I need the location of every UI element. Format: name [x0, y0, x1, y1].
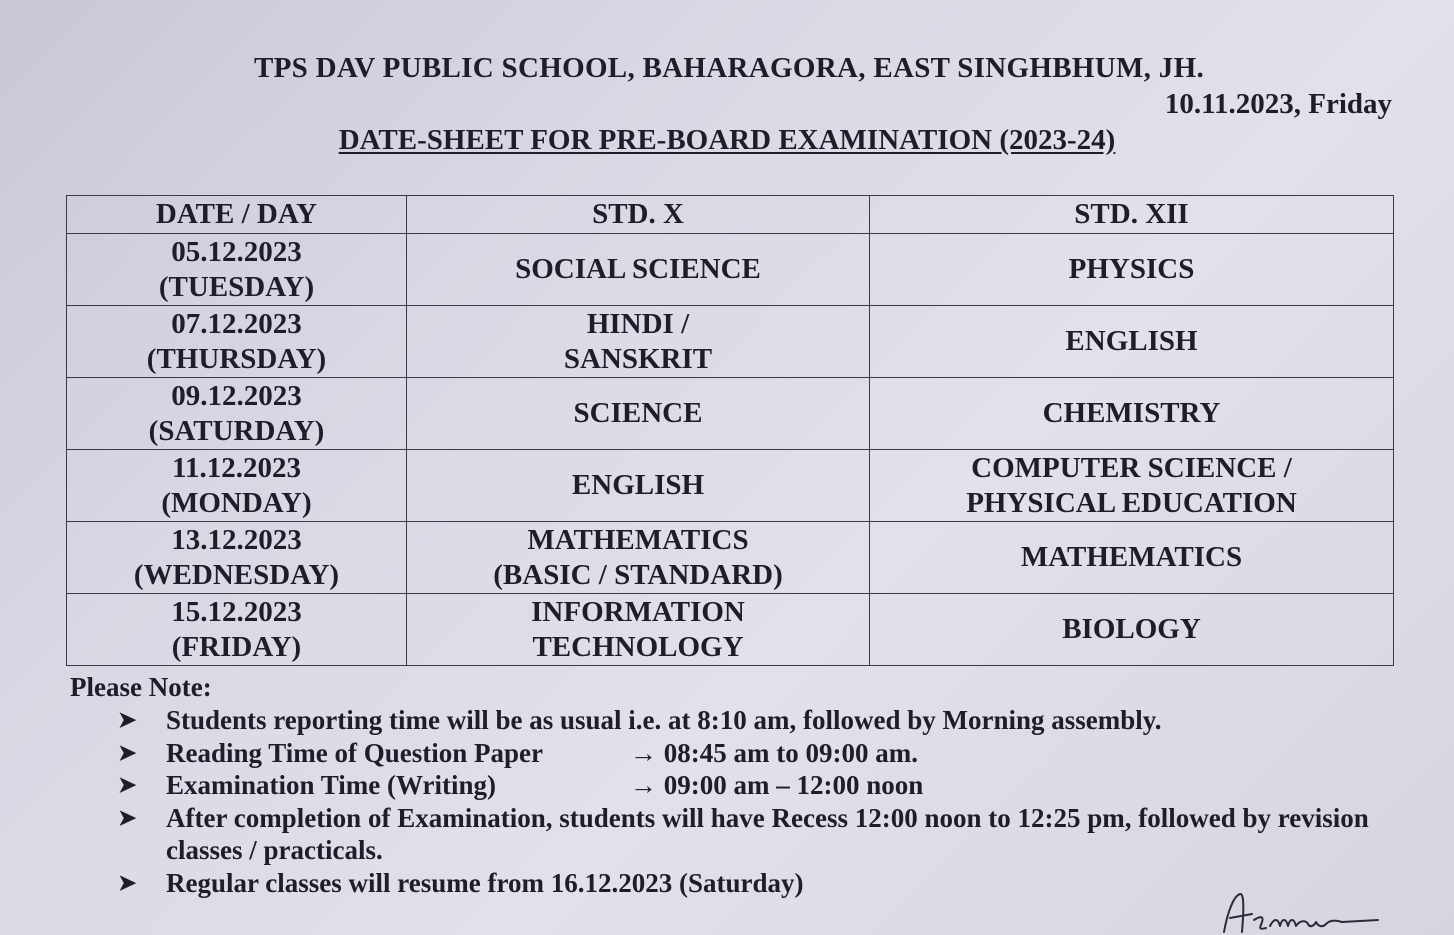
std-x-subject-line-2: SANSKRIT	[563, 342, 713, 375]
exam-date: 05.12.2023	[171, 235, 302, 268]
table-row	[67, 522, 1394, 594]
header-date-day: DATE / DAY	[67, 196, 407, 234]
std-x-subject-cell	[407, 450, 870, 522]
std-xii-subject-cell	[870, 234, 1394, 306]
note-reading-label: Reading Time of Question Paper	[166, 737, 544, 768]
note-exam-label: Examination Time (Writing)	[166, 770, 497, 800]
exam-day: (THURSDAY)	[146, 342, 327, 375]
notes-list	[70, 704, 1400, 899]
school-name: TPS DAV PUBLIC SCHOOL, BAHARAGORA, EAST SINGHBHUM, JH.	[253, 52, 1204, 84]
exam-date: 07.12.2023	[171, 307, 302, 340]
std-xii-subject: COMPUTER SCIENCE /	[971, 451, 1292, 484]
exam-day: (FRIDAY)	[171, 630, 302, 663]
exam-date: 09.12.2023	[171, 379, 302, 412]
arrowhead-bullet-icon: ➤	[118, 772, 137, 797]
exam-schedule-table	[66, 195, 1394, 666]
note-reading-value: → 08:45 am to 09:00 am.	[630, 737, 918, 768]
std-xii-subject-line-2: PHYSICAL EDUCATION	[966, 486, 1297, 519]
std-x-subject: MATHEMATICS	[527, 523, 749, 556]
date-cell	[67, 234, 407, 306]
exam-day: (MONDAY)	[161, 486, 312, 519]
table-row	[67, 234, 1394, 306]
arrowhead-bullet-icon: ➤	[118, 707, 137, 732]
table-row	[67, 450, 1394, 522]
list-item	[70, 769, 1400, 802]
table-row	[67, 306, 1394, 378]
list-item	[70, 737, 1400, 770]
exam-date: 15.12.2023	[171, 595, 302, 628]
std-x-subject-cell	[407, 378, 870, 450]
table-header-row	[67, 196, 1394, 234]
list-item	[70, 867, 1400, 900]
exam-day: (TUESDAY)	[158, 270, 315, 303]
std-xii-subject: ENGLISH	[1065, 325, 1198, 357]
note-recess: After completion of Examination, students will have Recess 12:00 noon to 12:25 pm, followed by revision classes / practicals.	[166, 802, 1369, 865]
std-x-subject-line-2: TECHNOLOGY	[532, 630, 744, 663]
std-xii-subject-cell	[870, 378, 1394, 450]
std-x-subject: INFORMATION	[531, 595, 745, 628]
handwritten-signature-icon	[1218, 890, 1388, 935]
exam-date: 11.12.2023	[172, 451, 301, 484]
notes-section	[70, 671, 1400, 899]
std-xii-subject: BIOLOGY	[1062, 613, 1201, 645]
list-item	[70, 704, 1400, 737]
arrowhead-bullet-icon: ➤	[118, 804, 137, 830]
std-x-subject: SOCIAL SCIENCE	[515, 253, 761, 285]
std-xii-subject: MATHEMATICS	[1020, 541, 1243, 573]
date-cell	[67, 522, 407, 594]
header-std-xii: STD. XII	[870, 196, 1394, 234]
std-x-subject-cell	[407, 594, 870, 666]
std-xii-subject: CHEMISTRY	[1042, 397, 1221, 429]
std-xii-subject-cell	[870, 522, 1394, 594]
std-x-subject-cell	[407, 522, 870, 594]
sheet-title: DATE-SHEET FOR PRE-BOARD EXAMINATION (2023-24)	[338, 124, 1116, 156]
std-x-subject: HINDI /	[586, 307, 690, 340]
table-row	[67, 378, 1394, 450]
std-xii-subject-cell	[870, 594, 1394, 666]
exam-day: (SATURDAY)	[148, 414, 325, 447]
std-x-subject: ENGLISH	[571, 469, 705, 501]
date-cell	[67, 378, 407, 450]
exam-date: 13.12.2023	[171, 523, 302, 556]
date-cell	[67, 306, 407, 378]
std-x-subject-cell	[407, 306, 870, 378]
exam-day: (WEDNESDAY)	[133, 558, 340, 591]
notes-title: Please Note:	[70, 672, 212, 702]
note-reporting-time: Students reporting time will be as usual i.e. at 8:10 am, followed by Morning assembly.	[166, 705, 1162, 735]
arrowhead-bullet-icon: ➤	[118, 869, 137, 895]
std-x-subject-cell	[407, 234, 870, 306]
std-xii-subject: PHYSICS	[1068, 253, 1195, 285]
date-cell	[67, 594, 407, 666]
list-item	[70, 802, 1400, 867]
std-xii-subject-cell	[870, 306, 1394, 378]
note-exam-value: → 09:00 am – 12:00 noon	[630, 770, 924, 800]
date-cell	[67, 450, 407, 522]
note-resume: Regular classes will resume from 16.12.2023 (Saturday)	[166, 867, 804, 898]
std-x-subject-line-2: (BASIC / STANDARD)	[493, 558, 783, 591]
issue-date: 10.11.2023, Friday	[1164, 88, 1392, 120]
std-x-subject: SCIENCE	[573, 397, 703, 429]
std-xii-subject-cell	[870, 450, 1394, 522]
table-row	[67, 594, 1394, 666]
arrowhead-bullet-icon: ➤	[118, 739, 137, 765]
header-std-x: STD. X	[407, 196, 870, 234]
